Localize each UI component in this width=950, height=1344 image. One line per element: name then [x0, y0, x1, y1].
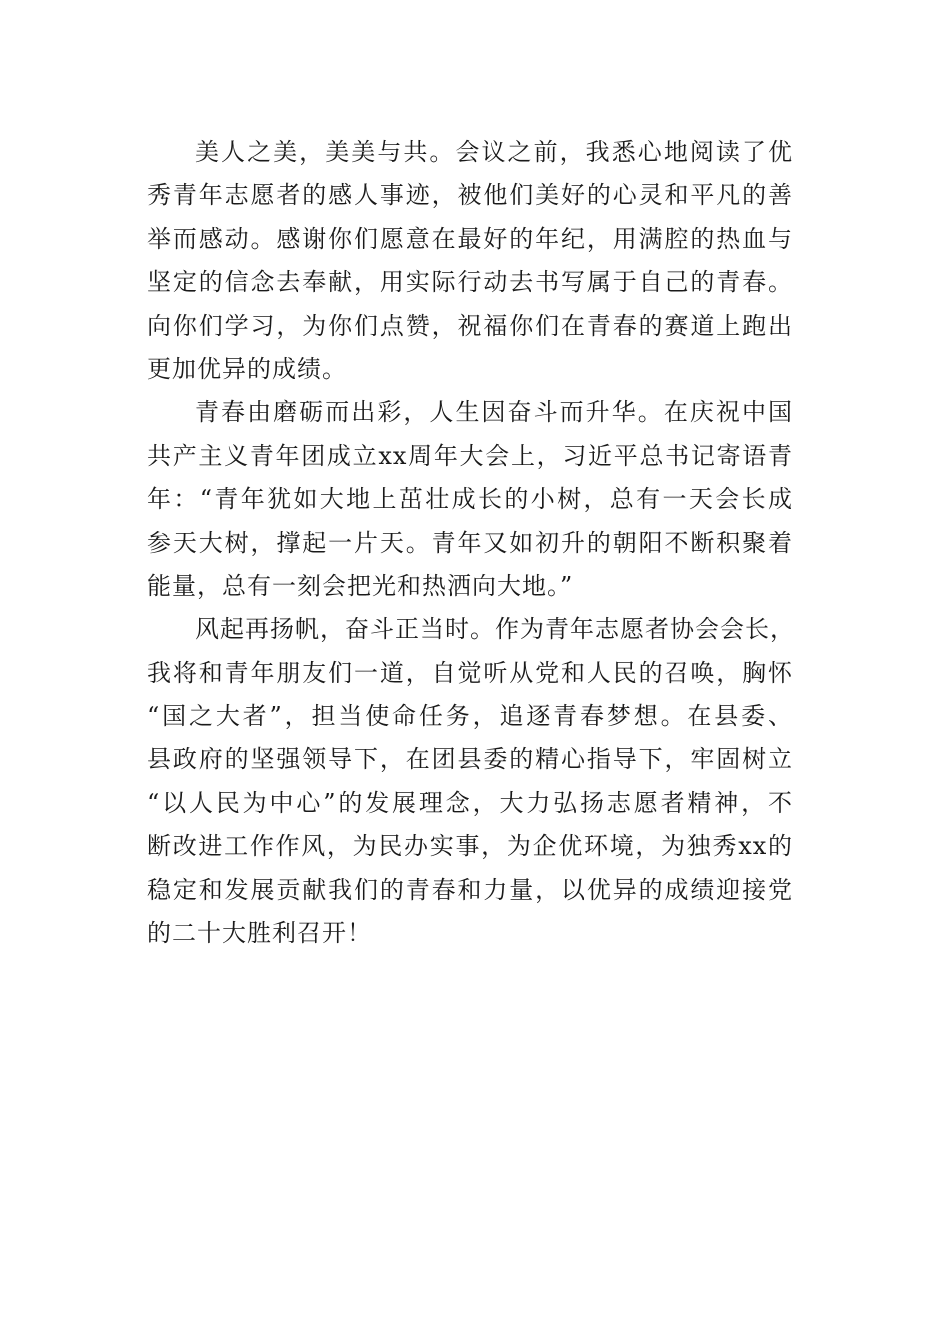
paragraph-3-line-6: 断改进工作作风，为民办实事，为企优环境，为独秀xx的	[147, 832, 793, 861]
paragraph-2-line-2: 共产主义青年团成立xx周年大会上，习近平总书记寄语青	[147, 441, 793, 470]
paragraph-1-line-4: 坚定的信念去奉献，用实际行动去书写属于自己的青春。	[147, 268, 793, 297]
paragraph-2-line-1: 青春由磨砺而出彩，人生因奋斗而升华。在庆祝中国	[195, 398, 793, 427]
paragraph-1-line-1: 美人之美，美美与共。会议之前，我悉心地阅读了优	[195, 138, 793, 166]
paragraph-2-line-5: 能量，总有一刻会把光和热洒向大地。”	[147, 571, 574, 600]
document-body	[147, 131, 793, 955]
paragraph-3-line-2: 我将和青年朋友们一道，自觉听从党和人民的召唤，胸怀	[147, 658, 793, 687]
paragraph-1-line-5: 向你们学习，为你们点赞，祝福你们在青春的赛道上跑出	[147, 311, 793, 340]
paragraph-3-line-3: “国之大者”，担当使命任务，追逐青春梦想。在县委、	[147, 702, 793, 731]
paragraph-2-line-4: 参天大树，撑起一片天。青年又如初升的朝阳不断积聚着	[147, 528, 793, 557]
paragraph-1-line-6: 更加优异的成绩。	[147, 354, 347, 383]
paragraph-3-line-7: 稳定和发展贡献我们的青春和力量，以优异的成绩迎接党	[147, 875, 793, 904]
paragraph-1-line-2: 秀青年志愿者的感人事迹，被他们美好的心灵和平凡的善	[147, 181, 793, 210]
paragraph-1-line-3: 举而感动。感谢你们愿意在最好的年纪，用满腔的热血与	[147, 224, 793, 253]
paragraph-3-line-4: 县政府的坚强领导下，在团县委的精心指导下，牢固树立	[147, 745, 793, 774]
paragraph-3-line-1: 风起再扬帆，奋斗正当时。作为青年志愿者协会会长，	[195, 615, 795, 644]
paragraph-3-line-5: “以人民为中心”的发展理念，大力弘扬志愿者精神，不	[147, 788, 793, 817]
paragraph-3-line-8: 的二十大胜利召开！	[147, 919, 372, 948]
paragraph-2-line-3: 年：“青年犹如大地上茁壮成长的小树，总有一天会长成	[147, 485, 793, 514]
